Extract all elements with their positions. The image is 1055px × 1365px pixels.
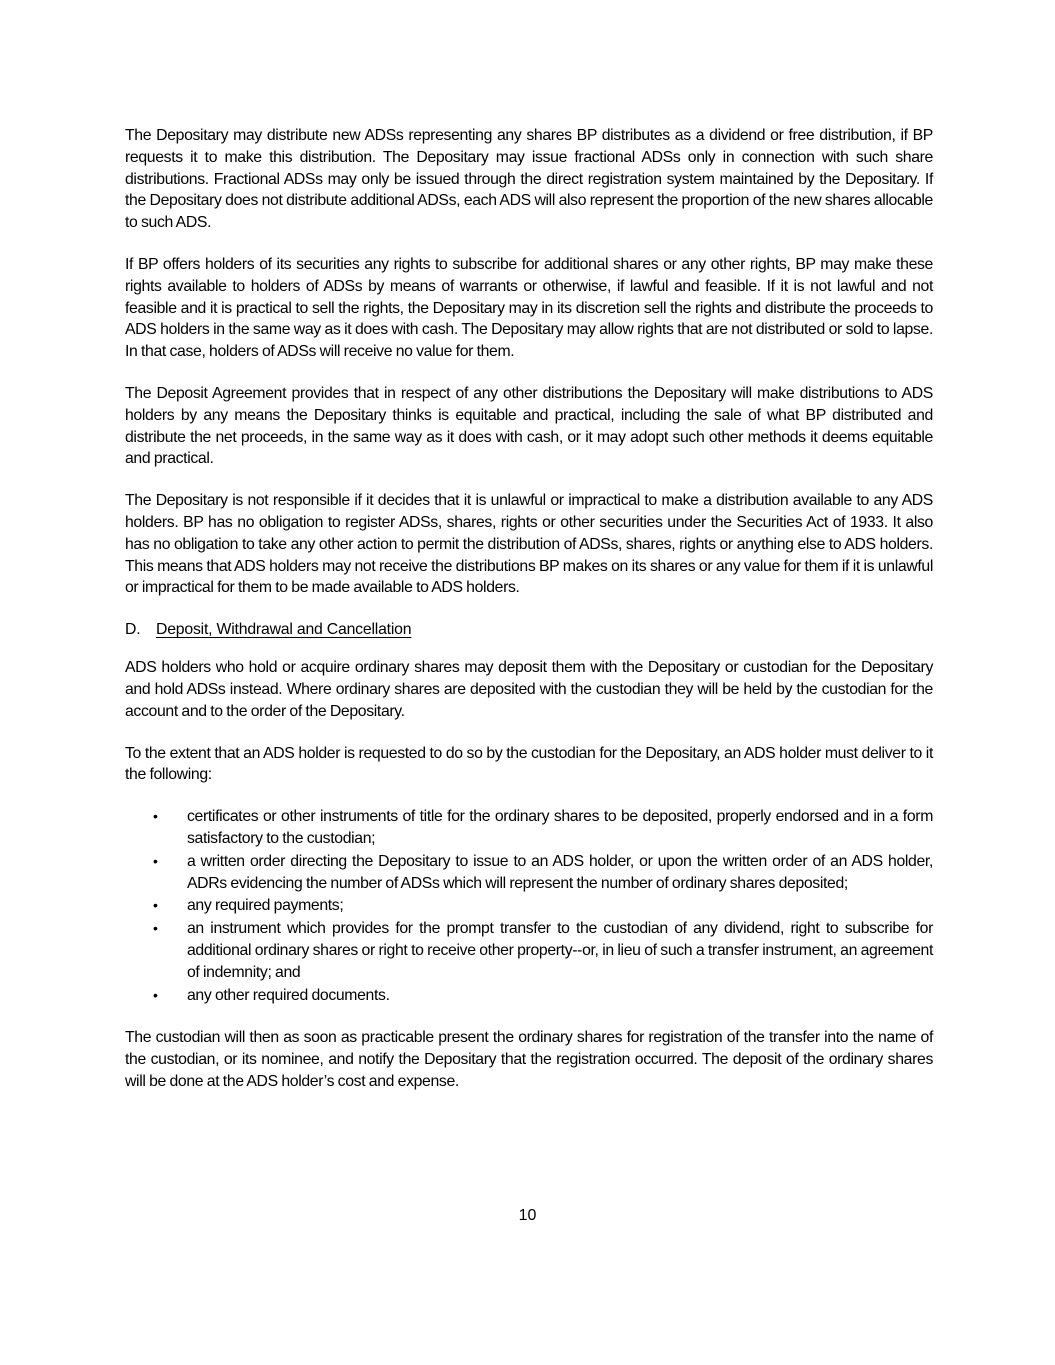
list-item: [125, 851, 933, 895]
list-item: [125, 895, 933, 917]
section-title: Deposit, Withdrawal and Cancellation: [156, 621, 412, 639]
paragraph-rights-offerings: If BP offers holders of its securities any rights to subscribe for additional shares or any other rights, BP may make these rights available to holders of ADSs by means of warrants or otherwise, if lawful and feasible. If it is not lawful and not feasible and it is practical to sell the rights, the Depositary may in its discretion sell the rights and distribute the proceeds to ADS holders in the same way as it does with cash. The Depositary may allow rights that are not distributed or sold to lapse. In that case, holders of ADSs will receive no value for them.: [125, 255, 933, 361]
page-number: 10: [518, 1207, 537, 1224]
bullet-icon: •: [153, 897, 158, 914]
list-item-text: any required payments;: [187, 897, 344, 915]
paragraph-custodian-registration: The custodian will then as soon as practicable present the ordinary shares for registration of the transfer into the name of the custodian, or its nominee, and notify the Depositary that the registration occurred. The deposit of the ordinary shares will be done at the ADS holder’s cost and expense.: [125, 1029, 933, 1090]
paragraph-other-distributions: The Deposit Agreement provides that in respect of any other distributions the Depositary will make distributions to ADS holders by any means the Depositary thinks is equitable and practical, including the sale of what BP distributed and distribute the net proceeds, in the same way as it does with cash, or it may adopt such other methods it deems equitable and practical.: [125, 384, 933, 468]
bullet-icon: •: [153, 920, 158, 937]
requirements-list: [125, 806, 933, 1006]
bullet-icon: •: [153, 852, 158, 869]
list-item: [125, 806, 933, 850]
section-letter: D.: [125, 621, 141, 639]
bullet-icon: •: [153, 986, 158, 1003]
paragraph-depositary-responsibility: The Depositary is not responsible if it decides that it is unlawful or impractical to make a distribution available to any ADS holders. BP has no obligation to register ADSs, shares, rights or other securities under the Securities Act of 1933. It also has no obligation to take any other action to permit the distribution of ADSs, shares, rights or anything else to ADS holders. This means that ADS holders may not receive the distributions BP makes on its shares or any value for them if it is unlawful or impractical for them to be made available to ADS holders.: [125, 492, 933, 597]
paragraph-share-distributions: The Depositary may distribute new ADSs representing any shares BP distributes as a dividend or free distribution, if BP requests it to make this distribution. The Depositary may issue fractional ADSs only in connection with such share distributions. Fractional ADSs may only be issued through the direct registration system maintained by the Depositary. If the Depositary does not distribute additional ADSs, each ADS will also represent the proportion of the new shares allocable to such ADS.: [125, 127, 933, 232]
list-item: [125, 918, 933, 983]
list-item-text: a written order directing the Depositary to issue to an ADS holder, or upon the written order of an ADS holder, ADRs evidencing the number of ADSs which will represent the number of ordinary shares deposited;: [187, 852, 933, 892]
paragraph-deliver-requirements: To the extent that an ADS holder is requested to do so by the custodian for the Depositary, an ADS holder must deliver to it the following:: [125, 744, 933, 784]
list-item-text: certificates or other instruments of title for the ordinary shares to be deposited, properly endorsed and in a form satisfactory to the custodian;: [187, 808, 933, 847]
bullet-icon: •: [153, 808, 158, 825]
section-heading: [125, 619, 933, 640]
paragraph-deposit-shares: ADS holders who hold or acquire ordinary shares may deposit them with the Depositary or custodian for the Depositary and hold ADSs instead. Where ordinary shares are deposited with the custodian they will be held by the custodian for the account and to the order of the Depositary.: [125, 659, 933, 720]
document-page: [125, 125, 933, 1113]
list-item-text: an instrument which provides for the prompt transfer to the custodian of any dividend, right to subscribe for additional ordinary shares or right to receive other property--or, in lieu of such a transfer instrument, an agreement of indemnity; and: [187, 920, 933, 981]
list-item-text: any other required documents.: [187, 986, 390, 1004]
list-item: [125, 985, 933, 1007]
